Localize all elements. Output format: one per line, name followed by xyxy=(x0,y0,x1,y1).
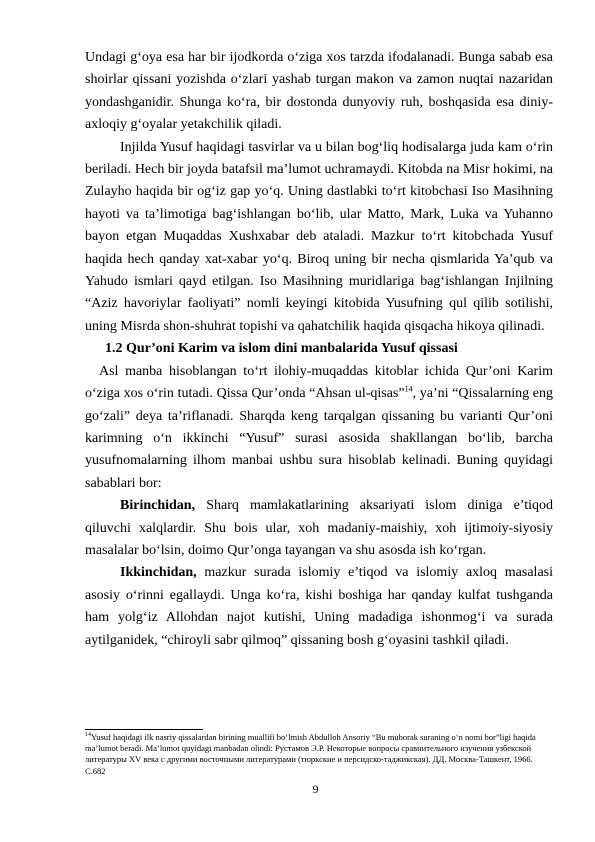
paragraph-3-text-b: , ya’ni “Qissalarning eng go‘zali” deya ta’riflanadi. Sharqda keng tarqalgan qissaning bu varianti Qur’oni karimning o‘n ikkinchi “Yusuf” surasi asosida shakllangan bo‘lib, barcha yusufnomalarning ilhom manbai ushbu sura hisoblab kelinadi. Buning quyidagi sabablari bor: xyxy=(85,386,553,491)
paragraph-5-text: mazkur surada islomiy e’tiqod va islomiy axloq masalasi asosiy o‘rinni egallaydi. Unga ko‘ra, kishi boshiga har qanday kulfat tushganda ham yolg‘iz Allohdan najot kutishi, Uning madadiga ishonmog‘i va surada aytilganidek, “chiroyli sabr qilmoq” qissaning bosh g‘oyasini tashkil qiladi. xyxy=(85,565,553,648)
footnote-mark: 14 xyxy=(85,732,91,739)
section-heading: 1.2 Qur’oni Karim va islom dini manbalarida Yusuf qissasi xyxy=(105,341,458,357)
paragraph-2: Injilda Yusuf haqidagi tasvirlar va u bilan bog‘liq hodisalarga juda kam o‘rin beriladi. Hech bir joyda batafsil ma’lumot uchramaydi. Kitobda na Misr hokimi, na Zulayho haqida bir og‘iz gap yo‘q. Uning dastlabki to‘rt kitobchasi Iso Masihning hayoti va ta’limotiga bag‘ishlangan bo‘lib, ular Matto, Mark, Luka va Yuhanno bayon etgan Muqaddas Xushxabar deb ataladi. Mazkur to‘rt kitobchada Yusuf haqida hech qanday xat-xabar yo‘q. Biroq uning bir necha qismlarida Ya’qub va Yahudo ismlari qayd etilgan. Iso Masihning muridlariga bag‘ishlangan Injilning “Aziz havoriylar faoliyati” nomli keyingi kitobida Yusufning qul qilib sotilishi, uning Misrda shon-shuhrat topishi va qahatchilik haqida qisqacha hikoya qilinadi. xyxy=(85,139,553,334)
paragraph-5 xyxy=(85,562,553,652)
body-text xyxy=(85,47,553,652)
footnote-reference: 14 xyxy=(404,384,413,394)
page-number: 9 xyxy=(312,782,319,796)
paragraph-4-lead: Birinchidan, xyxy=(120,498,196,514)
paragraph-3 xyxy=(85,361,553,495)
paragraph-3-text-a: Asl manba hisoblangan to‘rt ilohiy-muqaddas kitoblar ichida Qur’oni Karim o‘ziga xos o‘rin tutadi. Qissa Qur’onda “Ahsan ul-qisas” xyxy=(85,363,553,402)
footnote-divider xyxy=(85,729,203,730)
paragraph-4-text: Sharq mamlakatlarining aksariyati islom diniga e’tiqod qiluvchi xalqlardir. Shu bois ular, xoh madaniy-maishiy, xoh ijtimoiy-siyosiy masalalar bo‘lsin, doimo Qur’onga tayangan va shu asosda ish ko‘rgan. xyxy=(85,498,553,558)
footnote xyxy=(85,732,555,777)
paragraph-4 xyxy=(85,495,553,562)
paragraph-5-lead: Ikkinchidan, xyxy=(120,565,197,581)
paragraph-1: Undagi g‘oya esa har bir ijodkorda o‘ziga xos tarzda ifodalanadi. Bunga sabab esa shoirlar qissani yozishda o‘zlari yashab turgan makon va zamon nuqtai nazaridan yondashganidir. Shunga ko‘ra, bir dostonda dunyoviy ruh, boshqasida esa diniy-axloqiy g‘oyalar yetakchilik qiladi. xyxy=(85,50,553,133)
footnote-text: Yusuf haqidagi ilk nasriy qissalardan birining muallifi bo‘lmish Abdulloh Ansoriy “Bu muborak suraning o‘n nomi bor”ligi haqida ma’lumot beradi. Ma’lumot quyidagi manbadan olindi: Рустамов Э.Р. Некоторые вопросы сравнительного изучения узбекской литературы XV века с другими восточными литературами (тюркские и персидско-таджикская). ДД. Москва-Ташкент, 1966. С.682 xyxy=(85,732,536,776)
